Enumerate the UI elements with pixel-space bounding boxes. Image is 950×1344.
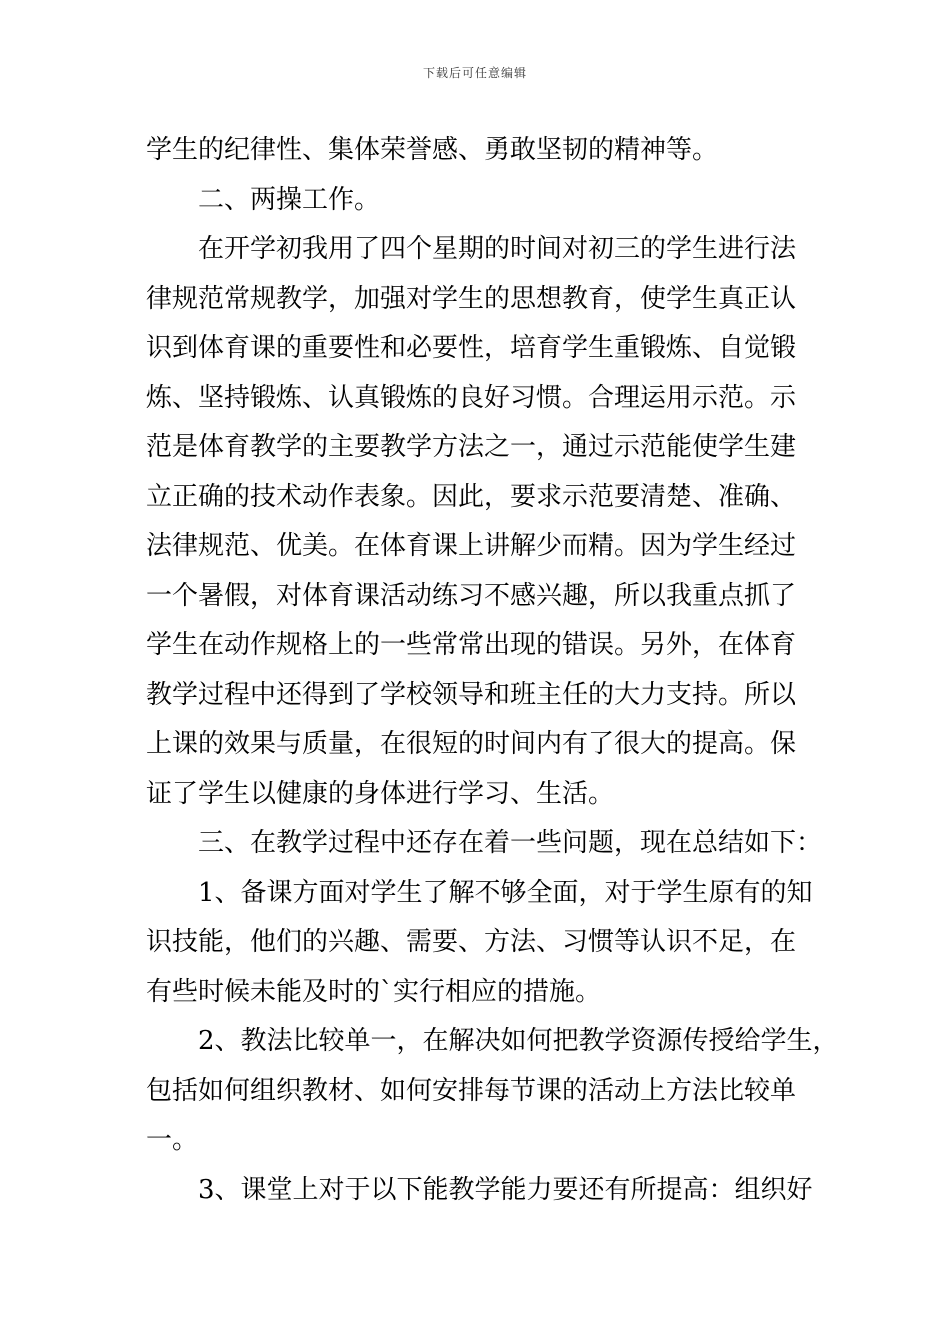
text-line: 上课的效果与质量，在很短的时间内有了很大的提高。保 <box>146 729 797 759</box>
text-line: 识到体育课的重要性和必要性，培育学生重锻炼、自觉锻 <box>146 333 797 363</box>
text-line: 教学过程中还得到了学校领导和班主任的大力支持。所以 <box>146 679 797 710</box>
text-line: 二、两操工作。 <box>198 184 381 215</box>
text-line: 学生在动作规格上的一些常常出现的错误。另外，在体育 <box>146 630 797 660</box>
text-line: 律规范常规教学，加强对学生的思想教育，使学生真正认 <box>146 283 797 314</box>
text-line: 范是体育教学的主要教学方法之一，通过示范能使学生建 <box>146 432 797 462</box>
text-line: 立正确的技术动作表象。因此，要求示范要清楚、准确、 <box>146 481 797 512</box>
text-line: 2、教法比较单一，在解决如何把教学资源传授给学生， <box>198 1026 839 1056</box>
text-line: 1、备课方面对学生了解不够全面，对于学生原有的知 <box>198 877 813 908</box>
document-body <box>146 126 839 1215</box>
text-line: 一。 <box>146 1125 199 1155</box>
text-line: 一个暑假，对体育课活动练习不感兴趣，所以我重点抓了 <box>146 580 797 611</box>
text-line: 证了学生以健康的身体进行学习、生活。 <box>146 778 615 809</box>
text-line: 学生的纪律性、集体荣誉感、勇敢坚韧的精神等。 <box>146 135 719 165</box>
text-line: 包括如何组织教材、如何安排每节课的活动上方法比较单 <box>146 1075 797 1106</box>
text-line: 三、在教学过程中还存在着一些问题，现在总结如下： <box>198 828 823 858</box>
text-line: 法律规范、优美。在体育课上讲解少而精。因为学生经过 <box>146 531 797 561</box>
header-note: 下载后可任意编辑 <box>422 66 527 80</box>
text-line: 炼、坚持锻炼、认真锻炼的良好习惯。合理运用示范。示 <box>146 382 797 413</box>
text-line: 有些时候未能及时的`实行相应的措施。 <box>146 976 602 1007</box>
text-line: 在开学初我用了四个星期的时间对初三的学生进行法 <box>198 234 797 264</box>
text-line: 3、课堂上对于以下能教学能力要还有所提高：组织好 <box>198 1174 813 1205</box>
text-line: 识技能，他们的兴趣、需要、方法、习惯等认识不足，在 <box>146 927 797 957</box>
